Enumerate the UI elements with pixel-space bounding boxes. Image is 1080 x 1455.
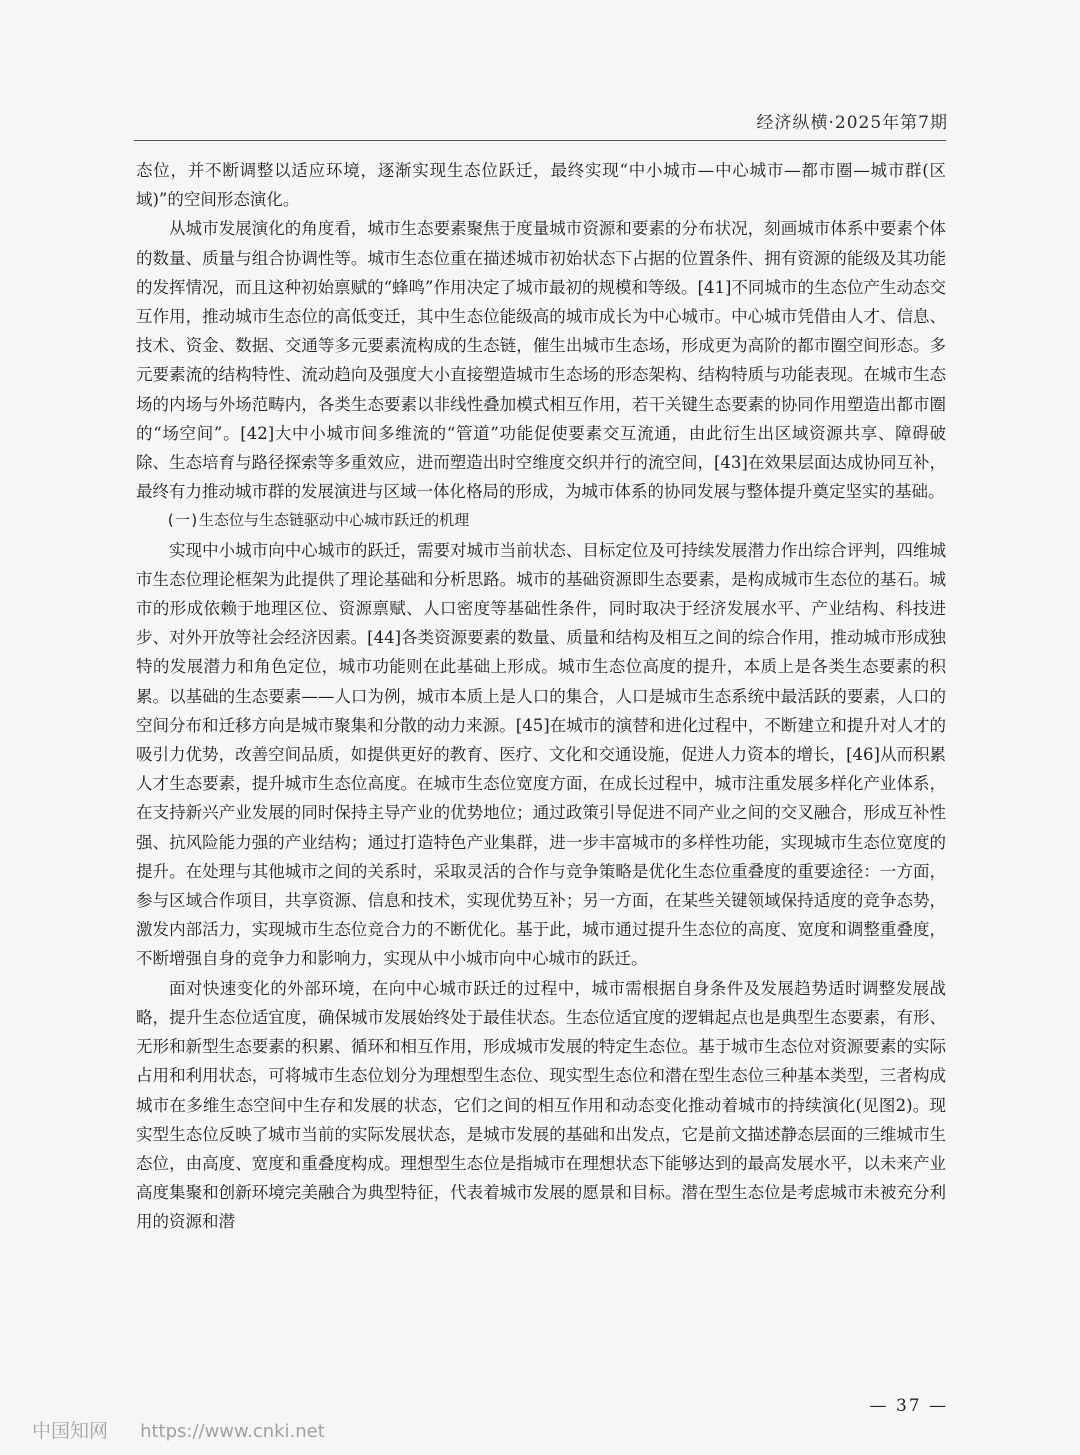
cnki-watermark (32, 1416, 325, 1443)
section-heading: (一)生态位与生态链驱动中心城市跃迁的机理 (166, 511, 470, 530)
watermark-url: https://www.cnki.net (140, 1421, 325, 1442)
paragraph: 从城市发展演化的角度看，城市生态要素聚焦于度量城市资源和要素的分布状况，刻画城市体系中要素个体的数量、质量与组合协调性等。城市生态位重在描述城市初始状态下占据的位置条件、拥有资源的能级及其功能的发挥情况，而且这种初始禀赋的“蜂鸣”作用决定了城市最初的规模和等级。[41]不同城市的生态位产生动态交互作用，推动城市生态位的高低变迁，其中生态位能级高的城市成长为中心城市。中心城市凭借由人才、信息、技术、资金、数据、交通等多元要素流构成的生态链，催生出城市生态场，形成更为高阶的都市圈空间形态。多元要素流的结构特性、流动趋向及强度大小直接塑造城市生态场的形态架构、结构特质与功能表现。在城市生态场的内场与外场范畴内，各类生态要素以非线性叠加模式相互作用，若干关键生态要素的协同作用塑造出都市圈的“场空间”。[42]大中小城市间多维流的“管道”功能促使要素交互流通，由此衍生出区域资源共享、障碍破除、生态培育与路径探索等多重效应，进而塑造出时空维度交织并行的流空间，[43]在效果层面达成协同互补，最终有力推动城市群的发展演进与区域一体化格局的形成，为城市体系的协同发展与整体提升奠定坚实的基础。 (136, 219, 946, 502)
header-rule (134, 140, 946, 141)
article-body (136, 156, 946, 1237)
watermark-logo: 中国知网 (32, 1420, 109, 1442)
page-number: — 37 — (869, 1396, 948, 1416)
journal-header: 经济纵横·2025年第7期 (756, 113, 948, 133)
paragraph: 面对快速变化的外部环境，在向中心城市跃迁的过程中，城市需根据自身条件及发展趋势适时调整发展战略，提升生态位适宜度，确保城市发展始终处于最佳状态。生态位适宜度的逻辑起点也是典型生态要素，有形、无形和新型生态要素的积累、循环和相互作用，形成城市发展的特定生态位。基于城市生态位对资源要素的实际占用和利用状态，可将城市生态位划分为理想型生态位、现实型生态位和潜在型生态位三种基本类型，三者构成城市在多维生态空间中生存和发展的状态，它们之间的相互作用和动态变化推动着城市的持续演化(见图2)。现实型生态位反映了城市当前的实际发展状态，是城市发展的基础和出发点，它是前文描述静态层面的三维城市生态位，由高度、宽度和重叠度构成。理想型生态位是指城市在理想状态下能够达到的最高发展水平，以未来产业高度集聚和创新环境完美融合为典型特征，代表着城市发展的愿景和目标。潜在型生态位是考虑城市未被充分利用的资源和潜 (136, 978, 946, 1232)
paragraph-continuation: 态位，并不断调整以适应环境，逐渐实现生态位跃迁，最终实现“中小城市—中心城市—都市圈—城市群(区域)”的空间形态演化。 (136, 161, 946, 210)
paragraph: 实现中小城市向中心城市的跃迁，需要对城市当前状态、目标定位及可持续发展潜力作出综合评判，四维城市生态位理论框架为此提供了理论基础和分析思路。城市的基础资源即生态要素，是构成城市生态位的基石。城市的形成依赖于地理区位、资源禀赋、人口密度等基础性条件，同时取决于经济发展水平、产业结构、科技进步、对外开放等社会经济因素。[44]各类资源要素的数量、质量和结构及相互之间的综合作用，推动城市形成独特的发展潜力和角色定位，城市功能则在此基础上形成。城市生态位高度的提升，本质上是各类生态要素的积累。以基础的生态要素——人口为例，城市本质上是人口的集合，人口是城市生态系统中最活跃的要素，人口的空间分布和迁移方向是城市聚集和分散的动力来源。[45]在城市的演替和进化过程中，不断建立和提升对人才的吸引力优势，改善空间品质，如提供更好的教育、医疗、文化和交通设施，促进人力资本的增长，[46]从而积累人才生态要素，提升城市生态位高度。在城市生态位宽度方面，在成长过程中，城市注重发展多样化产业体系，在支持新兴产业发展的同时保持主导产业的优势地位；通过政策引导促进不同产业之间的交叉融合，形成互补性强、抗风险能力强的产业结构；通过打造特色产业集群，进一步丰富城市的多样性功能，实现城市生态位宽度的提升。在处理与其他城市之间的关系时，采取灵活的合作与竞争策略是优化生态位重叠度的重要途径：一方面，参与区域合作项目，共享资源、信息和技术，实现优势互补；另一方面，在某些关键领域保持适度的竞争态势，激发内部活力，实现城市生态位竞合力的不断优化。基于此，城市通过提升生态位的高度、宽度和调整重叠度，不断增强自身的竞争力和影响力，实现从中小城市向中心城市的跃迁。 (136, 540, 946, 969)
